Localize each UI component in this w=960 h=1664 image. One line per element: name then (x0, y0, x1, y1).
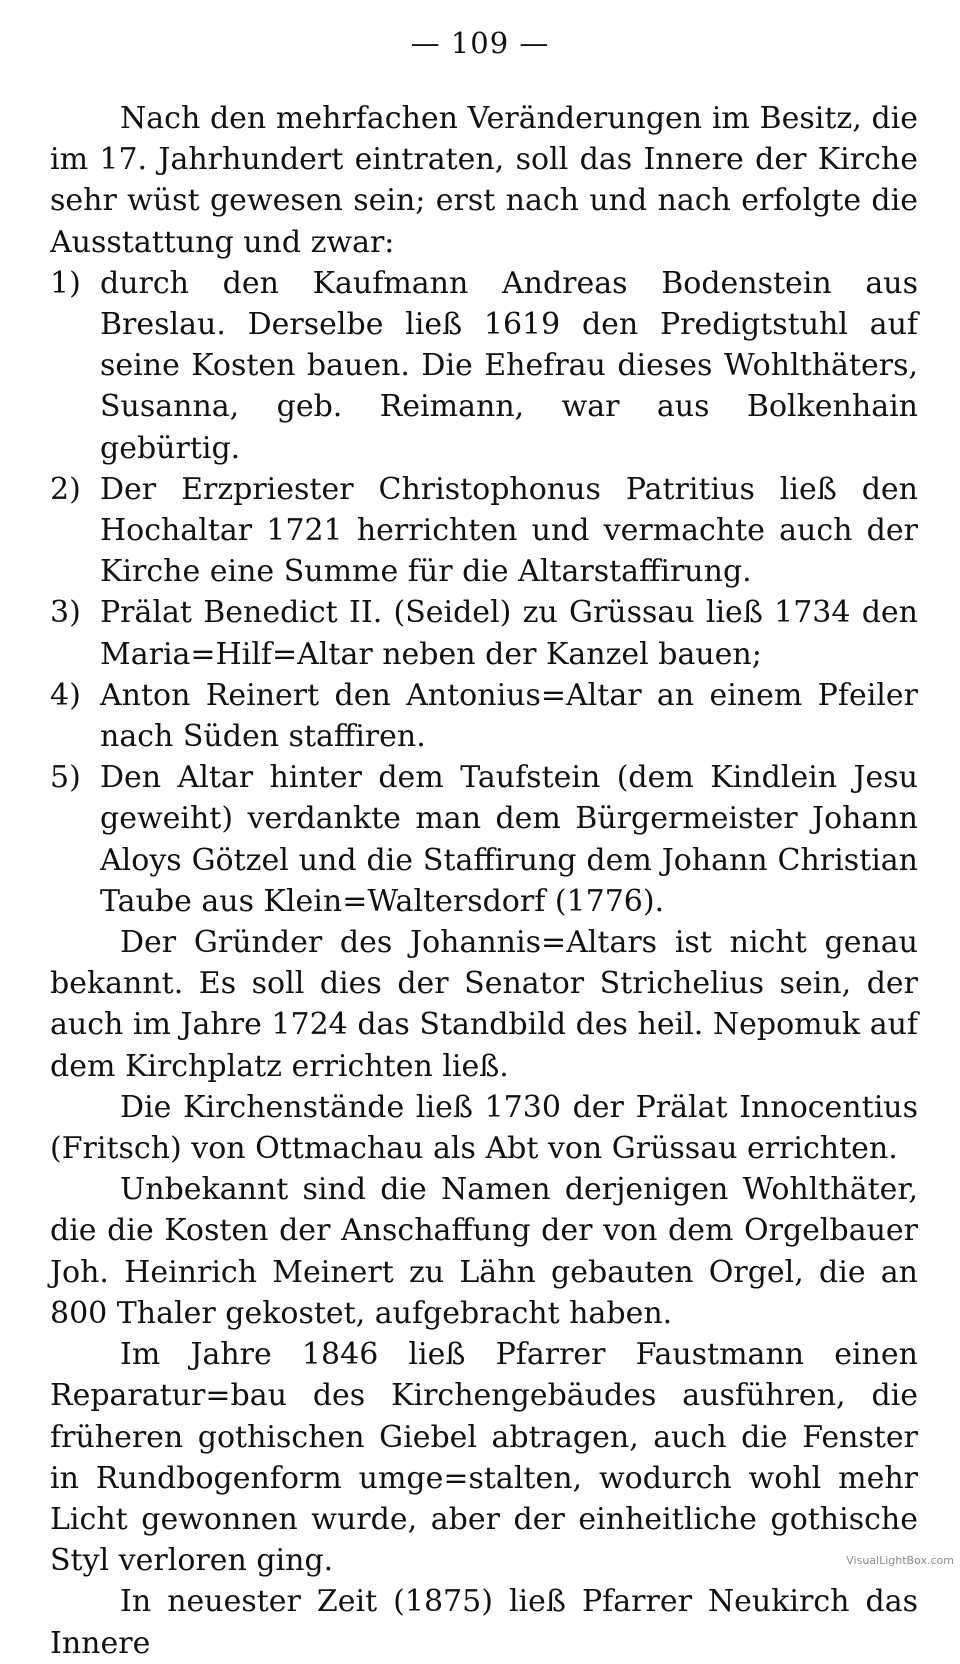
body-paragraph: In neuester Zeit (1875) ließ Pfarrer Neukirch das Innere (50, 1584, 918, 1661)
list-item-number: 1) (50, 265, 81, 301)
list-item-number: 2) (50, 471, 81, 507)
list-item-text: Prälat Benedict II. (Seidel) zu Grüssau ließ 1734 den Maria=Hilf=Altar neben der Kanzel bauen; (100, 595, 918, 672)
list-item (50, 469, 918, 593)
list-item (50, 592, 918, 674)
body-paragraph: Der Gründer des Johannis=Altars ist nicht genau bekannt. Es soll dies der Senator Strichelius sein, der auch im Jahre 1724 das Standbild des heil. Nepomuk auf dem Kirchplatz errichten ließ. (50, 925, 918, 1084)
body-paragraph: Unbekannt sind die Namen derjenigen Wohlthäter, die die Kosten der Anschaffung der von dem Orgelbauer Joh. Heinrich Meinert zu Lähn gebauten Orgel, die an 800 Thaler gekostet, aufgebracht haben. (50, 1172, 918, 1331)
watermark: VisualLightBox.com (846, 1554, 954, 1567)
list-item-text: Den Altar hinter dem Taufstein (dem Kindlein Jesu geweiht) verdankte man dem Bürgermeister Johann Aloys Götzel und die Staffirung dem Johann Christian Taube aus Klein=Waltersdorf (1776). (100, 760, 918, 919)
list-item-number: 5) (50, 760, 81, 796)
list-item (50, 675, 918, 757)
list-item (50, 263, 918, 469)
list-item-text: Anton Reinert den Antonius=Altar an einem Pfeiler nach Süden staffiren. (100, 677, 918, 755)
list-item-text: Der Erzpriester Christophonus Patritius ließ den Hochaltar 1721 herrichten und vermachte auch der Kirche eine Summe für die Altarstaffirung. (100, 471, 918, 590)
list-item-number: 4) (50, 677, 81, 713)
body-text (50, 98, 918, 1664)
list-item-text: durch den Kaufmann Andreas Bodenstein aus Breslau. Derselbe ließ 1619 den Predigtstuhl auf seine Kosten bauen. Die Ehefrau dieses Wohlthäters, Susanna, geb. Reimann, war aus Bolkenhain gebürtig. (100, 265, 918, 466)
page-number: — 109 — (410, 26, 550, 60)
body-paragraph: Die Kirchenstände ließ 1730 der Prälat Innocentius (Fritsch) von Ottmachau als Abt von Grüssau errichten. (50, 1089, 918, 1167)
list-item-number: 3) (50, 595, 81, 631)
list-item (50, 757, 918, 922)
intro-paragraph: Nach den mehrfachen Veränderungen im Besitz, die im 17. Jahrhundert eintraten, soll das Innere der Kirche sehr wüst gewesen sein; erst nach und nach erfolgte die Ausstattung und zwar: (50, 101, 918, 260)
body-paragraph: Im Jahre 1846 ließ Pfarrer Faustmann einen Reparatur=bau des Kirchengebäudes ausführen, die früheren gothischen Giebel abtragen, auch die Fenster in Rundbogenform umge=stalten, wodurch wohl mehr Licht gewonnen wurde, aber der einheitliche gothische Styl verloren ging. (50, 1337, 918, 1579)
